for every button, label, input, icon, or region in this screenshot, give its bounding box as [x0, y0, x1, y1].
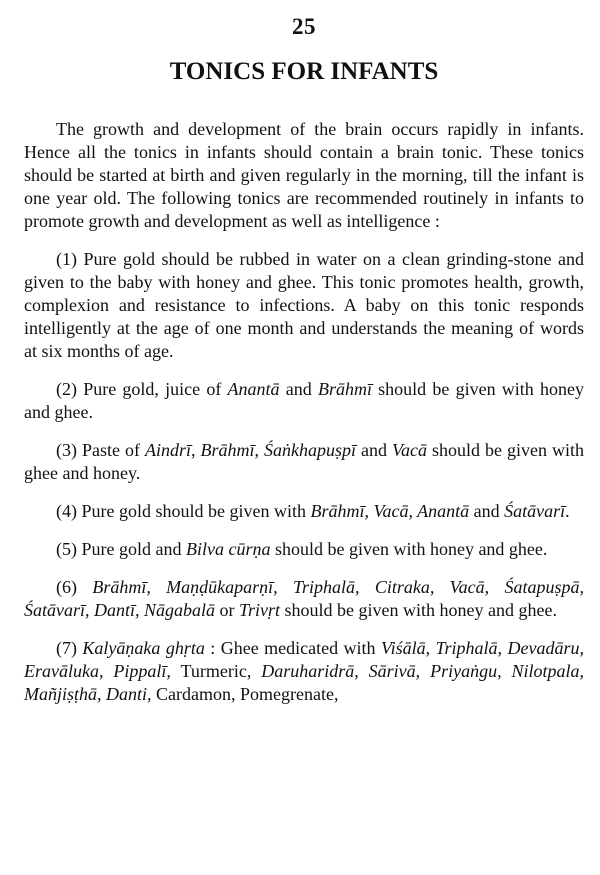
text-run: (2) Pure gold, juice of: [56, 379, 228, 399]
italic-term: Trivṛt: [239, 600, 281, 620]
text-run: should be given with ghee and honey.: [24, 440, 584, 483]
text-run: Cardamon, Pomegrenate,: [151, 684, 339, 704]
italic-term: Brāhmī, Maṇḍūkaparṇī, Triphalā, Citraka, Vacā, Śatapuṣpā, Śatāvarī, Dantī, Nāgabalā: [24, 577, 584, 620]
tonic-item-paragraph: [24, 637, 584, 706]
italic-term: Śatāvarī: [504, 501, 566, 521]
italic-term: Brāhmī: [317, 379, 372, 399]
text-run: The growth and development of the brain occurs rapidly in infants. Hence all the tonics in infants should contain a brain tonic. These tonics should be started at birth and given regularly in the morning, till the infant is one year old. The following tonics are recommended routinely in infants to promote growth and development as well as intelligence :: [24, 119, 584, 231]
italic-term: Brāhmī, Vacā, Anantā: [310, 501, 470, 521]
tonic-item-paragraph: [24, 439, 584, 485]
italic-term: Śaṅkhapuṣpī: [264, 440, 356, 460]
text-run: (3) Paste of: [56, 440, 145, 460]
text-run: ,: [254, 440, 264, 460]
text-run: (4) Pure gold should be given with: [56, 501, 311, 521]
tonic-item-paragraph: [24, 248, 584, 363]
text-run: (1) Pure gold should be rubbed in water on a clean grinding-stone and given to the baby with honey and ghee. This tonic promotes health, growth, complexion and resistance to infections. A baby on this tonic responds intelligently at the age of one month and understands the meaning of words at six months of age.: [24, 249, 584, 361]
italic-term: Aindrī: [144, 440, 191, 460]
text-run: Turmeric,: [170, 661, 262, 681]
italic-term: Bilva cūrṇa: [185, 539, 271, 559]
tonic-item-paragraph: [24, 500, 584, 523]
intro-paragraph: [24, 118, 584, 233]
text-run: ,: [191, 440, 201, 460]
italic-term: Daruharidrā, Sārivā, Priyaṅgu, Nilotpala, Mañjiṣṭhā, Danti,: [24, 661, 585, 704]
italic-term: Brāhmī: [200, 440, 255, 460]
italic-term: Kalyāṇaka ghṛta: [82, 638, 205, 658]
text-run: should be given with honey and ghee.: [24, 379, 584, 422]
text-run: .: [565, 501, 570, 521]
text-run: and: [356, 440, 392, 460]
tonic-item-paragraph: [24, 576, 584, 622]
text-run: should be given with honey and ghee.: [270, 539, 548, 559]
italic-term: Viśālā, Triphalā, Devadāru, Eravāluka, Pippalī,: [24, 638, 584, 681]
text-run: and: [469, 501, 505, 521]
chapter-number: 25: [292, 14, 316, 39]
tonic-item-paragraph: [24, 378, 584, 424]
text-run: : Ghee medicated with: [204, 638, 381, 658]
text-run: should be given with honey and ghee.: [280, 600, 557, 620]
italic-term: Vacā: [392, 440, 427, 460]
text-run: (6): [56, 577, 93, 597]
text-run: (7): [56, 638, 83, 658]
chapter-body: [24, 118, 584, 706]
chapter-title: TONICS FOR INFANTS: [169, 58, 439, 85]
book-page: [24, 0, 584, 875]
text-run: (5) Pure gold and: [56, 539, 186, 559]
italic-term: Anantā: [227, 379, 280, 399]
text-run: and: [279, 379, 318, 399]
tonic-item-paragraph: [24, 538, 584, 561]
text-run: or: [215, 600, 240, 620]
